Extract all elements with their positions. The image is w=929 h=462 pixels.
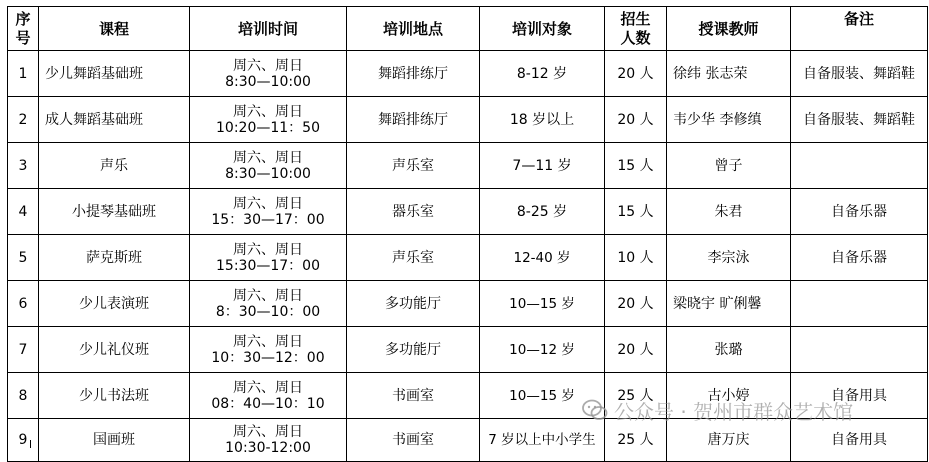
table-row — [8, 235, 928, 281]
cell-teacher: 李宗泳 — [667, 235, 791, 281]
cell-target: 12-40 岁 — [480, 235, 605, 281]
cell-place: 舞蹈排练厅 — [347, 97, 480, 143]
cell-place: 多功能厅 — [347, 281, 480, 327]
cell-course: 少儿礼仪班 — [39, 327, 190, 373]
cell-course: 少儿书法班 — [39, 373, 190, 419]
cell-course: 国画班 — [39, 419, 190, 462]
cell-seq: 6 — [8, 281, 39, 327]
header-course: 课程 — [39, 7, 190, 51]
cell-hours: 8:30—10:00 — [225, 165, 311, 182]
table-row — [8, 189, 928, 235]
table-row — [8, 51, 928, 97]
cell-days: 周六、周日 — [233, 103, 303, 120]
cell-target: 8-12 岁 — [480, 51, 605, 97]
table-row — [8, 143, 928, 189]
cell-target: 7—11 岁 — [480, 143, 605, 189]
cell-quota: 25 人 — [605, 373, 667, 419]
cell-course: 萨克斯班 — [39, 235, 190, 281]
cell-days: 周六、周日 — [233, 424, 303, 440]
cell-note — [791, 281, 928, 327]
header-note: 备注 — [791, 7, 928, 51]
cell-target: 10—15 岁 — [480, 281, 605, 327]
cell-note — [791, 327, 928, 373]
header-place: 培训地点 — [347, 7, 480, 51]
cell-hours: 08：40—10：10 — [211, 395, 325, 412]
cell-place: 书画室 — [347, 373, 480, 419]
cell-place: 声乐室 — [347, 143, 480, 189]
divider — [30, 440, 31, 448]
cell-course: 小提琴基础班 — [39, 189, 190, 235]
cell-note: 自备乐器 — [791, 235, 928, 281]
cell-teacher: 古小婷 — [667, 373, 791, 419]
cell-seq: 4 — [8, 189, 39, 235]
cell-place: 书画室 — [347, 419, 480, 462]
cell-hours: 10:30-12:00 — [225, 440, 311, 456]
cell-teacher: 朱君 — [667, 189, 791, 235]
cell-quota: 20 人 — [605, 327, 667, 373]
cell-target: 10—12 岁 — [480, 327, 605, 373]
cell-note: 自备用具 — [791, 419, 928, 462]
cell-place: 声乐室 — [347, 235, 480, 281]
cell-time — [190, 51, 347, 97]
cell-time — [190, 143, 347, 189]
cell-quota: 10 人 — [605, 235, 667, 281]
cell-note — [791, 143, 928, 189]
cell-days: 周六、周日 — [233, 379, 303, 396]
cell-seq: 5 — [8, 235, 39, 281]
table-row — [8, 419, 928, 462]
cell-seq: 8 — [8, 373, 39, 419]
header-quota: 招生人数 — [605, 7, 667, 51]
cell-quota: 20 人 — [605, 51, 667, 97]
cell-teacher: 韦少华 李修缜 — [667, 97, 791, 143]
cell-place: 多功能厅 — [347, 327, 480, 373]
cell-seq: 7 — [8, 327, 39, 373]
cell-seq: 2 — [8, 97, 39, 143]
cell-days: 周六、周日 — [233, 195, 303, 212]
cell-time — [190, 327, 347, 373]
cell-note: 自备服装、舞蹈鞋 — [791, 97, 928, 143]
cell-hours: 15:30—17：00 — [216, 257, 320, 274]
cell-time — [190, 419, 347, 462]
table-row — [8, 281, 928, 327]
cell-time — [190, 97, 347, 143]
cell-teacher: 张璐 — [667, 327, 791, 373]
cell-teacher: 徐纬 张志荣 — [667, 51, 791, 97]
cell-target: 18 岁以上 — [480, 97, 605, 143]
cell-seq: 3 — [8, 143, 39, 189]
header-teacher: 授课教师 — [667, 7, 791, 51]
table-row — [8, 97, 928, 143]
cell-time — [190, 373, 347, 419]
cell-place: 舞蹈排练厅 — [347, 51, 480, 97]
cell-quota: 15 人 — [605, 143, 667, 189]
cell-quota: 20 人 — [605, 281, 667, 327]
cell-course: 少儿舞蹈基础班 — [39, 51, 190, 97]
cell-days: 周六、周日 — [233, 57, 303, 74]
header-time: 培训时间 — [190, 7, 347, 51]
cell-teacher: 梁晓宇 旷俐馨 — [667, 281, 791, 327]
cell-quota: 20 人 — [605, 97, 667, 143]
cell-course: 成人舞蹈基础班 — [39, 97, 190, 143]
header-target: 培训对象 — [480, 7, 605, 51]
cell-hours: 10：30—12：00 — [211, 349, 325, 366]
cell-target: 10—15 岁 — [480, 373, 605, 419]
cell-target: 7 岁以上中小学生 — [480, 419, 605, 462]
cell-time — [190, 189, 347, 235]
cell-quota: 25 人 — [605, 419, 667, 462]
header-row — [8, 7, 928, 51]
cell-time — [190, 281, 347, 327]
cell-teacher: 唐万庆 — [667, 419, 791, 462]
cell-note: 自备乐器 — [791, 189, 928, 235]
cell-course: 少儿表演班 — [39, 281, 190, 327]
cell-teacher: 曾子 — [667, 143, 791, 189]
cell-note: 自备服装、舞蹈鞋 — [791, 51, 928, 97]
watermark-text: 公众号 · 贺州市群众艺术馆 — [614, 399, 854, 424]
cell-hours: 8：30—10：00 — [215, 303, 321, 320]
cell-hours: 10:20—11：50 — [216, 119, 320, 136]
cell-seq: 1 — [8, 51, 39, 97]
cell-time — [190, 235, 347, 281]
cell-days: 周六、周日 — [233, 333, 303, 350]
cell-target: 8-25 岁 — [480, 189, 605, 235]
cell-note: 自备用具 — [791, 373, 928, 419]
cell-hours: 15：30—17：00 — [211, 211, 325, 228]
table-row — [8, 327, 928, 373]
cell-seq: 9 — [8, 419, 39, 462]
cell-course: 声乐 — [39, 143, 190, 189]
cell-hours: 8:30—10:00 — [225, 73, 311, 90]
cell-place: 器乐室 — [347, 189, 480, 235]
course-schedule-table — [7, 6, 928, 462]
cell-days: 周六、周日 — [233, 287, 303, 304]
cell-days: 周六、周日 — [233, 241, 303, 258]
cell-days: 周六、周日 — [233, 149, 303, 166]
table-row — [8, 373, 928, 419]
cell-quota: 15 人 — [605, 189, 667, 235]
header-seq: 序号 — [8, 7, 39, 51]
